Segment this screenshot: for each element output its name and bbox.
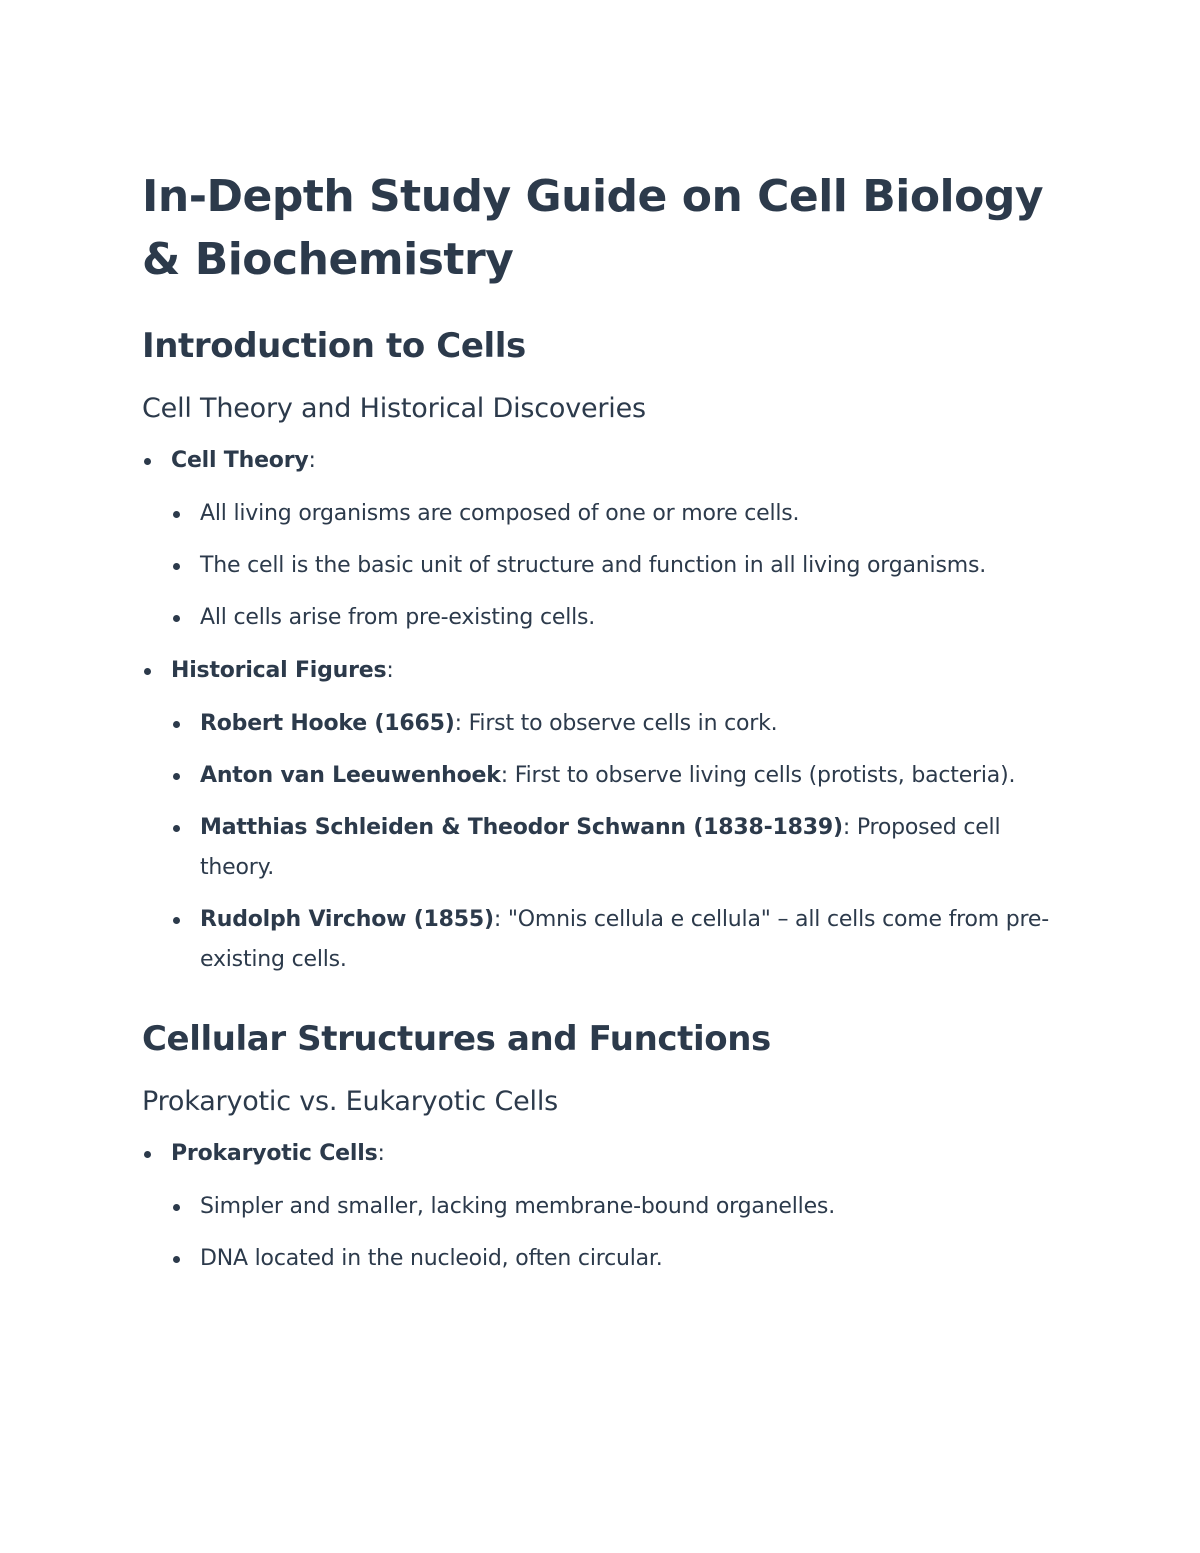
sub-list-item: [171, 598, 1062, 638]
bullet-list: [142, 441, 1062, 980]
sub-list-item-text: : First to observe cells in cork.: [454, 711, 778, 736]
sub-list-item-text: : Proposed cell theory.: [200, 815, 1001, 880]
sub-list-item-text: All cells arise from pre-existing cells.: [200, 605, 596, 630]
sub-bullet-list: [171, 704, 1062, 980]
subsection-heading-cell-theory: Cell Theory and Historical Discoveries: [142, 393, 646, 424]
subsection-heading-prokaryotic-eukaryotic: Prokaryotic vs. Eukaryotic Cells: [142, 1086, 558, 1117]
sub-bullet-list: [171, 494, 1062, 638]
sub-list-item: [171, 546, 1062, 586]
list-item: [142, 651, 1062, 980]
sub-list-item-text: All living organisms are composed of one or more cells.: [200, 501, 800, 526]
sub-list-item: [171, 900, 1062, 980]
document-title: In-Depth Study Guide on Cell Biology & Biochemistry: [142, 171, 1044, 285]
list-item-label: Prokaryotic Cells: [171, 1141, 378, 1166]
sub-list-item: [171, 1239, 1062, 1279]
document-content: [142, 165, 1062, 1292]
sub-list-item-label: Robert Hooke (1665): [200, 711, 455, 736]
bullet-list: [142, 1134, 1062, 1279]
list-item-colon: :: [386, 658, 394, 683]
sub-list-item-label: Matthias Schleiden & Theodor Schwann (1838-1839): [200, 815, 843, 840]
sub-list-item: [171, 1187, 1062, 1227]
list-item-label: Cell Theory: [171, 448, 309, 473]
sub-list-item: [171, 494, 1062, 534]
sub-list-item-text: The cell is the basic unit of structure and function in all living organisms.: [200, 553, 986, 578]
sub-list-item-text: : "Omnis cellula e cellula" – all cells come from pre-existing cells.: [200, 907, 1049, 972]
sub-list-item: [171, 756, 1062, 796]
sub-list-item: [171, 704, 1062, 744]
list-item-colon: :: [377, 1141, 385, 1166]
sub-list-item-text: : First to observe living cells (protists, bacteria).: [500, 763, 1016, 788]
list-item-label: Historical Figures: [171, 658, 387, 683]
sub-list-item-text: Simpler and smaller, lacking membrane-bound organelles.: [200, 1194, 835, 1219]
section-heading-introduction: Introduction to Cells: [142, 326, 526, 366]
sub-list-item: [171, 808, 1062, 888]
sub-list-item-label: Anton van Leeuwenhoek: [200, 763, 501, 788]
list-item-colon: :: [308, 448, 316, 473]
section-heading-cellular-structures: Cellular Structures and Functions: [142, 1019, 771, 1059]
sub-list-item-text: DNA located in the nucleoid, often circular.: [200, 1246, 663, 1271]
list-item: [142, 1134, 1062, 1279]
list-item: [142, 441, 1062, 638]
sub-list-item-label: Rudolph Virchow (1855): [200, 907, 494, 932]
sub-bullet-list: [171, 1187, 1062, 1279]
